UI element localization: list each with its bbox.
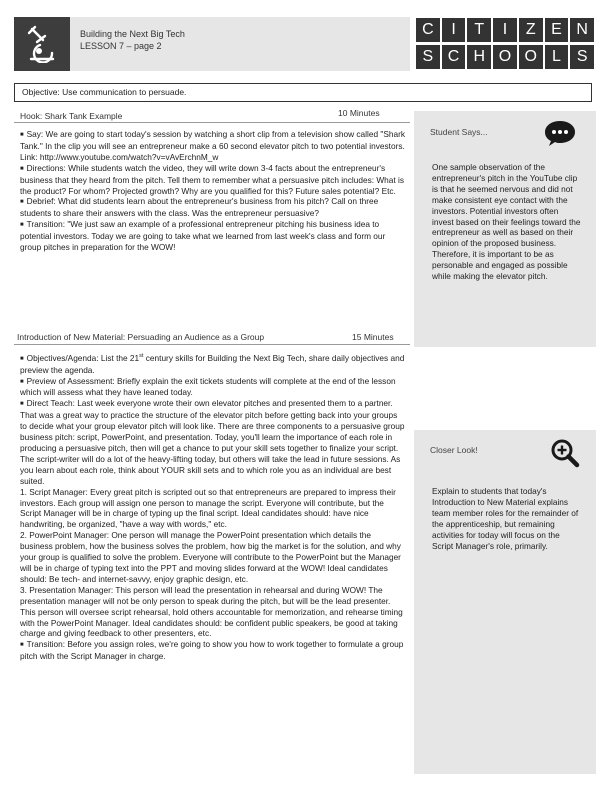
microscope-icon bbox=[26, 25, 58, 63]
hook-divider bbox=[14, 122, 410, 123]
brand-letter: Z bbox=[519, 18, 543, 42]
brand-letter: S bbox=[416, 45, 440, 69]
speech-bubble-icon bbox=[544, 119, 576, 147]
hook-directions: ■ Directions: While students watch the video, they will write down 3-4 facts about the entrepreneur's business that they heard from the pitch. Tell them to remember what a persuasive pitch includes: What is the product? For whom? Projected growth? Why are you qualified for this? Future sales potential? Etc. bbox=[20, 162, 404, 196]
closer-look-panel bbox=[414, 430, 596, 774]
brand-letter: C bbox=[416, 18, 440, 42]
hook-debrief: ■ Debrief: What did students learn about the entrepreneur's business from his pitch? Call on three students to share their answers with the class. Was the entrepreneur persuasive? bbox=[20, 196, 379, 219]
intro-divider bbox=[14, 344, 410, 345]
intro-section-title: Introduction of New Material: Persuading an Audience as a Group bbox=[17, 332, 265, 342]
brand-logo-row-1 bbox=[416, 18, 594, 42]
intro-role-powerpoint-manager: 2. PowerPoint Manager: One person will manage the PowerPoint presentation which details the business problem, how the business solves the problem, how big the market is for the solution, and why your group is qualified to solve the problem. Everyone will contribute to the PowerPoint but the Manager will be in charge of typing text into the PPT and moving slides forward at the WOW! Ideal candidates should: Be tech- and internet-savvy, enjoy graphic design, etc. bbox=[20, 530, 401, 584]
closer-look-label: Closer Look! bbox=[430, 445, 478, 455]
brand-letter: N bbox=[570, 18, 594, 42]
brand-letter: I bbox=[493, 18, 517, 42]
document-title-block bbox=[80, 28, 185, 52]
objective-box: Objective: Use communication to persuade. bbox=[14, 83, 592, 102]
intro-transition: ■ Transition: Before you assign roles, we're going to show you how to work together to formulate a group pitch with the Script Manager in charge. bbox=[20, 639, 404, 662]
brand-letter: H bbox=[467, 45, 491, 69]
student-says-panel bbox=[414, 111, 596, 347]
brand-letter: C bbox=[442, 45, 466, 69]
brand-letter: T bbox=[467, 18, 491, 42]
hook-say: ■ Say: We are going to start today's session by watching a short clip from a television show called "Shark Tank." In the clip you will see an entrepreneur make a 60 second elevator pitch to two potential investors. Link: http://www.youtube.com/watch?v=vAvErchnM_w bbox=[20, 129, 406, 162]
lesson-page-label: LESSON 7 – page 2 bbox=[80, 41, 162, 51]
brand-letter: L bbox=[545, 45, 569, 69]
logo-box bbox=[14, 17, 70, 71]
intro-objectives: ■ Objectives/Agenda: List the 21st century skills for Building the Next Big Tech, share daily objectives and preview the agenda. bbox=[20, 352, 405, 375]
brand-letter: O bbox=[493, 45, 517, 69]
hook-transition: ■ Transition: "We just saw an example of a professional entrepreneur pitching his business idea to potential investors. Today we are going to take what we learned from last week's class and form our group pitches in preparation for the WOW! bbox=[20, 219, 386, 253]
intro-role-script-manager: 1. Script Manager: Every great pitch is scripted out so that entrepreneurs are prepared to impress their investors. Each group will assign one person to manage the script. Everyone will contribute, but the Script Manager will be in charge of typing up the final script. Ideal candidates should: have nice handwriting, be organized, "have a way with words," etc. bbox=[20, 486, 396, 530]
intro-role-presentation-manager: 3. Presentation Manager: This person will lead the presentation in rehearsal and during WOW! The presentation manager will not be only person to speak during the pitch, but will be the lead presenter. This person will oversee script rehearsal, hold others accountable for memorization, and rehearse timing with the PowerPoint Manager. Ideal candidates should: be confident public speakers, be good at taking charge and giving feedback to other presenters, etc. bbox=[20, 584, 403, 639]
intro-direct-teach: ■ Direct Teach: Last week everyone wrote their own elevator pitches and presented them to a partner. That was a great way to practice the structure of the elevator pitch before getting back into your groups to decide what your group elevator pitch will look like. There are three components to a persuasive group business pitch: script, PowerPoint, and presentation. Today, you'll learn the importance of each role in producing a persuasive pitch, then will get a chance to put your skill sets together to finalize your script. The script-writer will do a lot of the heavy-lifting today, but others will take the lead in future sessions. As you learn about each role, think about YOUR skill sets and to which role you as an individual are best suited. bbox=[20, 398, 405, 486]
magnifier-plus-icon bbox=[550, 438, 580, 468]
brand-letter: E bbox=[545, 18, 569, 42]
brand-letter: I bbox=[442, 18, 466, 42]
student-says-text: One sample observation of the entrepreneur's pitch in the YouTube clip is that he seemed nervous and did not make consistent eye contact with the investors. Potential investors often invest based on their feelings toward the entrepreneur as well as based on their opinion of the proposed business. Therefore, it is important to be as personable and engaged as possible while making the elevator pitch. bbox=[432, 162, 581, 282]
brand-logo-row-2 bbox=[416, 45, 594, 69]
course-title: Building the Next Big Tech bbox=[80, 29, 185, 39]
hook-section-time: 10 Minutes bbox=[338, 108, 380, 118]
brand-letter: O bbox=[519, 45, 543, 69]
intro-preview: ■ Preview of Assessment: Briefly explain the exit tickets students will complete at the end of the lesson which will assess what they have leaned today. bbox=[20, 375, 396, 398]
closer-look-text: Explain to students that today's Introduction to New Material explains team member roles for the remainder of the apprenticeship, but remaining activities for today will focus on the Script Manager's role, primarily. bbox=[432, 486, 579, 551]
student-says-label: Student Says... bbox=[430, 127, 488, 137]
hook-section-title: Hook: Shark Tank Example bbox=[20, 111, 123, 121]
brand-letter: S bbox=[570, 45, 594, 69]
hook-body bbox=[20, 129, 406, 253]
intro-section-time: 15 Minutes bbox=[352, 332, 394, 342]
header-band bbox=[14, 17, 410, 71]
intro-body bbox=[20, 351, 406, 662]
